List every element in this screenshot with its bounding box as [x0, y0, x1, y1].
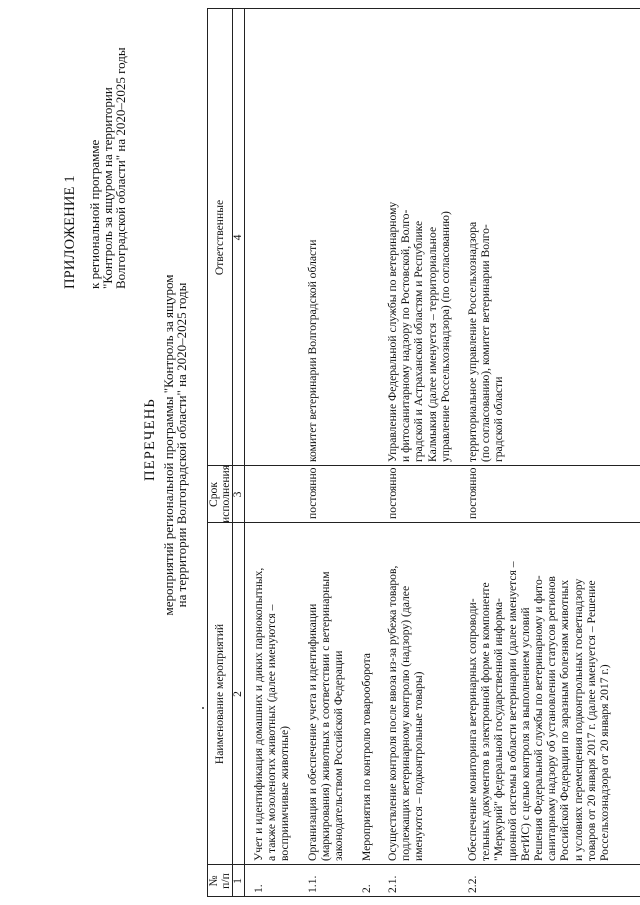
header-num-line: п/п [219, 873, 233, 889]
row-name-line: Организация и обеспечение учета и идентификации [306, 603, 319, 861]
table-column-divider [207, 864, 640, 865]
row-resp-line: и фитосанитарному надзору по Ростовской, Волго- [399, 209, 413, 462]
column-number: 2 [231, 691, 244, 697]
row-responsible [306, 13, 319, 462]
row-responsible [466, 13, 506, 462]
row-name-line: Решения Федеральной службы по ветеринарному и фито- [532, 575, 546, 861]
row-name-line: подлежащих ветеринарному контролю (надзору) (далее [399, 585, 413, 861]
table-border-top [207, 9, 208, 897]
row-name-line: законодательством Российской Федерации [332, 650, 346, 861]
row-name-line: Российской Федерации по заразным болезням животных [558, 579, 572, 861]
row-number: 2.2. [466, 875, 479, 893]
row-resp-line: градской области [492, 376, 506, 462]
row-name-line: ВетИС) с целью контроля за выполнением условий [518, 607, 532, 861]
row-resp-line: территориальное управление Россельхознадзора [466, 221, 479, 462]
column-number: 3 [231, 491, 244, 498]
document-subtitle: мероприятий региональной программы "Контроль за ящуром [161, 274, 176, 616]
row-number: 1. [252, 884, 265, 893]
row-resp-line: комитет ветеринарии Волгоградской области [306, 239, 319, 462]
row-resp-line: управление Россельхознадзора) (по согласованию) [438, 211, 452, 462]
row-name-line: Обеспечение мониторинга ветеринарных сопроводи- [466, 598, 479, 861]
document-subtitle: на территории Волгоградской области" на 2020–2025 годы [174, 282, 189, 608]
row-name-line: Осуществление контроля после ввоза из-за рубежа товаров, [386, 565, 399, 861]
row-name-line: "Меркурий" федеральной государственной информа- [492, 598, 506, 861]
table-border-right [207, 8, 640, 9]
row-name [252, 527, 292, 861]
row-name [466, 527, 611, 861]
row-resp-line: Управление Федеральной службы по ветеринарному [386, 201, 399, 462]
row-number: 2. [360, 884, 373, 893]
header-term [208, 466, 233, 523]
row-name-line: санитарному надзору об установлении статусов регионов [545, 576, 559, 861]
row-name-line: ционной системы в области ветеринарии (далее именуется – [505, 561, 519, 861]
row-term: постоянно [466, 467, 479, 519]
row-resp-line: Калмыкия (далее именуется – территориальное [425, 226, 439, 462]
row-name-line: Учет и идентификация домашних и диких парнокопытных, [252, 567, 265, 861]
row-number: 2.1. [386, 875, 399, 893]
row-name [360, 527, 373, 861]
appendix-line: "Контроль за ящуром на территории [100, 87, 115, 289]
row-name-line: тельных документов в электронной форме в компоненте [479, 582, 493, 861]
appendix-line: к региональной программе [87, 139, 102, 289]
header-num [208, 865, 233, 897]
column-number: 1 [231, 878, 244, 884]
header-term-line: Срок [207, 482, 220, 507]
row-name [386, 527, 426, 861]
scan-mark [202, 707, 204, 709]
row-term: постоянно [386, 467, 399, 519]
column-number: 4 [231, 234, 244, 241]
document-title: ПЕРЕЧЕНЬ [142, 398, 158, 481]
row-term: постоянно [306, 467, 319, 519]
header-term-line: исполнения [219, 464, 233, 523]
row-name-line: Россельхознадзора от 20 января 2017 г.) [598, 664, 612, 861]
header-responsible: Ответственные [213, 199, 226, 276]
row-responsible [386, 13, 452, 462]
row-name-line: восприимчивые животные) [278, 725, 292, 861]
row-number: 1.1. [306, 875, 319, 893]
row-name-line: а также мозоленогих животных (далее именуются – [265, 604, 279, 861]
header-num-line: № [207, 875, 220, 887]
row-name-line: именуются – подконтрольные товары) [412, 671, 426, 861]
row-name [306, 527, 346, 861]
row-resp-line: (по согласованию), комитет ветеринарии Волго- [479, 224, 493, 462]
row-name-line: (маркирования) животных в соответствии с ветеринарным [319, 571, 333, 861]
table-border-left [207, 896, 640, 897]
table-column-divider [207, 465, 640, 466]
row-name-line: товаров от 20 января 2017 г. (далее именуется – Решение [584, 580, 598, 861]
appendix-title: ПРИЛОЖЕНИЕ 1 [62, 175, 78, 289]
row-name-line: и условиях перемещения подконтрольных госветнадзору [571, 578, 585, 861]
row-resp-line: градской и Астраханской областям и Республике [412, 220, 426, 462]
table-column-divider [207, 522, 640, 523]
appendix-line: Волгоградской области" на 2020–2025 годы [113, 47, 128, 289]
row-name-line: Мероприятия по контролю товарооборота [360, 653, 373, 861]
header-name: Наименование мероприятий [213, 623, 226, 765]
